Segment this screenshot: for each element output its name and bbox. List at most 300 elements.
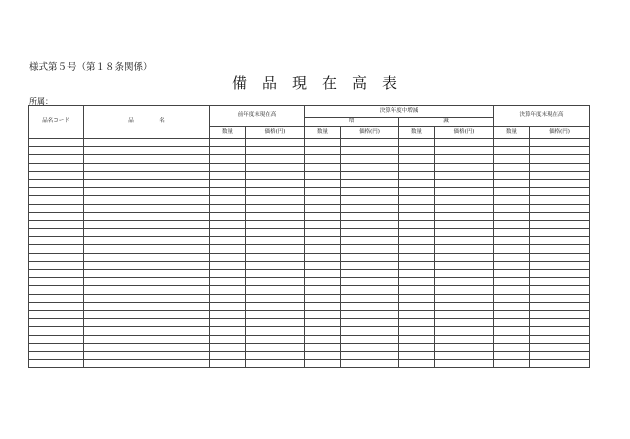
table-cell[interactable] <box>210 253 246 261</box>
table-cell[interactable] <box>246 253 305 261</box>
table-cell[interactable] <box>29 139 84 147</box>
table-cell[interactable] <box>210 196 246 204</box>
table-row <box>29 139 590 147</box>
table-row <box>29 351 590 359</box>
table-cell[interactable] <box>341 229 399 237</box>
table-cell[interactable] <box>435 310 494 318</box>
table-cell[interactable] <box>399 335 435 343</box>
table-cell[interactable] <box>399 351 435 359</box>
table-cell[interactable] <box>435 147 494 155</box>
header-current-year-end: 決算年度末現在高 <box>494 106 590 127</box>
table-cell[interactable] <box>84 179 210 187</box>
table-cell[interactable] <box>305 294 341 302</box>
table-cell[interactable] <box>210 188 246 196</box>
header-quantity: 数量 <box>305 127 341 139</box>
table-cell[interactable] <box>341 204 399 212</box>
table-cell[interactable] <box>530 155 590 163</box>
table-cell[interactable] <box>399 319 435 327</box>
table-cell[interactable] <box>305 204 341 212</box>
table-cell[interactable] <box>494 302 530 310</box>
table-cell[interactable] <box>435 261 494 269</box>
table-cell[interactable] <box>399 294 435 302</box>
table-cell[interactable] <box>84 163 210 171</box>
table-cell[interactable] <box>305 163 341 171</box>
department-label: 所属： <box>29 97 53 106</box>
table-cell[interactable] <box>341 294 399 302</box>
table-cell[interactable] <box>399 278 435 286</box>
table-cell[interactable] <box>494 179 530 187</box>
table-cell[interactable] <box>399 147 435 155</box>
table-cell[interactable] <box>246 327 305 335</box>
table-cell[interactable] <box>84 270 210 278</box>
table-cell[interactable] <box>435 335 494 343</box>
table-cell[interactable] <box>341 245 399 253</box>
table-cell[interactable] <box>494 351 530 359</box>
table-cell[interactable] <box>84 351 210 359</box>
table-cell[interactable] <box>530 139 590 147</box>
table-cell[interactable] <box>29 220 84 228</box>
table-cell[interactable] <box>210 343 246 351</box>
table-cell[interactable] <box>210 245 246 253</box>
table-cell[interactable] <box>494 335 530 343</box>
table-cell[interactable] <box>29 245 84 253</box>
table-cell[interactable] <box>399 302 435 310</box>
table-cell[interactable] <box>494 147 530 155</box>
table-row <box>29 163 590 171</box>
table-cell[interactable] <box>84 188 210 196</box>
table-cell[interactable] <box>246 212 305 220</box>
table-cell[interactable] <box>399 179 435 187</box>
table-cell[interactable] <box>530 294 590 302</box>
table-cell[interactable] <box>29 196 84 204</box>
form-number: 様式第５号（第１８条関係） <box>29 62 153 73</box>
table-cell[interactable] <box>399 253 435 261</box>
table-cell[interactable] <box>305 302 341 310</box>
table-cell[interactable] <box>399 204 435 212</box>
table-cell[interactable] <box>399 155 435 163</box>
table-cell[interactable] <box>530 261 590 269</box>
table-cell[interactable] <box>210 261 246 269</box>
table-cell[interactable] <box>305 327 341 335</box>
table-cell[interactable] <box>530 360 590 368</box>
table-cell[interactable] <box>210 179 246 187</box>
table-cell[interactable] <box>210 163 246 171</box>
table-cell[interactable] <box>246 278 305 286</box>
table-cell[interactable] <box>29 270 84 278</box>
table-cell[interactable] <box>435 212 494 220</box>
table-cell[interactable] <box>305 319 341 327</box>
table-cell[interactable] <box>341 270 399 278</box>
table-cell[interactable] <box>494 212 530 220</box>
table-cell[interactable] <box>399 171 435 179</box>
table-cell[interactable] <box>341 139 399 147</box>
table-cell[interactable] <box>305 229 341 237</box>
table-cell[interactable] <box>305 155 341 163</box>
table-cell[interactable] <box>305 270 341 278</box>
table-cell[interactable] <box>530 229 590 237</box>
table-cell[interactable] <box>341 179 399 187</box>
table-cell[interactable] <box>399 220 435 228</box>
table-cell[interactable] <box>399 286 435 294</box>
table-cell[interactable] <box>341 196 399 204</box>
table-cell[interactable] <box>530 319 590 327</box>
table-cell[interactable] <box>305 286 341 294</box>
table-cell[interactable] <box>530 237 590 245</box>
table-cell[interactable] <box>246 204 305 212</box>
table-cell[interactable] <box>305 310 341 318</box>
table-cell[interactable] <box>494 278 530 286</box>
table-cell[interactable] <box>246 335 305 343</box>
table-cell[interactable] <box>530 270 590 278</box>
table-cell[interactable] <box>530 351 590 359</box>
table-cell[interactable] <box>305 351 341 359</box>
table-cell[interactable] <box>530 204 590 212</box>
header-change-during-year: 決算年度中増減 <box>305 106 494 118</box>
table-cell[interactable] <box>494 360 530 368</box>
table-cell[interactable] <box>84 171 210 179</box>
table-cell[interactable] <box>29 253 84 261</box>
table-cell[interactable] <box>84 253 210 261</box>
table-cell[interactable] <box>341 343 399 351</box>
table-cell[interactable] <box>246 196 305 204</box>
table-row <box>29 310 590 318</box>
table-cell[interactable] <box>530 310 590 318</box>
table-cell[interactable] <box>29 319 84 327</box>
table-cell[interactable] <box>341 327 399 335</box>
table-cell[interactable] <box>435 286 494 294</box>
table-cell[interactable] <box>435 188 494 196</box>
table-cell[interactable] <box>246 179 305 187</box>
table-cell[interactable] <box>210 335 246 343</box>
table-cell[interactable] <box>29 204 84 212</box>
table-cell[interactable] <box>246 343 305 351</box>
table-cell[interactable] <box>399 245 435 253</box>
table-cell[interactable] <box>29 278 84 286</box>
table-cell[interactable] <box>84 335 210 343</box>
table-cell[interactable] <box>399 261 435 269</box>
table-cell[interactable] <box>305 253 341 261</box>
table-cell[interactable] <box>84 229 210 237</box>
table-cell[interactable] <box>84 204 210 212</box>
table-cell[interactable] <box>435 229 494 237</box>
table-cell[interactable] <box>29 188 84 196</box>
table-row <box>29 286 590 294</box>
table-cell[interactable] <box>210 237 246 245</box>
table-cell[interactable] <box>29 147 84 155</box>
table-cell[interactable] <box>246 294 305 302</box>
table-cell[interactable] <box>29 163 84 171</box>
table-cell[interactable] <box>84 310 210 318</box>
table-cell[interactable] <box>494 196 530 204</box>
table-cell[interactable] <box>29 237 84 245</box>
table-cell[interactable] <box>29 229 84 237</box>
table-cell[interactable] <box>29 351 84 359</box>
table-cell[interactable] <box>210 171 246 179</box>
table-cell[interactable] <box>246 261 305 269</box>
table-cell[interactable] <box>210 360 246 368</box>
table-cell[interactable] <box>494 319 530 327</box>
table-cell[interactable] <box>84 302 210 310</box>
table-cell[interactable] <box>494 294 530 302</box>
table-cell[interactable] <box>84 319 210 327</box>
table-cell[interactable] <box>530 179 590 187</box>
table-cell[interactable] <box>435 360 494 368</box>
table-cell[interactable] <box>305 196 341 204</box>
table-cell[interactable] <box>341 319 399 327</box>
table-row <box>29 212 590 220</box>
table-cell[interactable] <box>29 286 84 294</box>
table-cell[interactable] <box>246 229 305 237</box>
table-cell[interactable] <box>435 270 494 278</box>
table-cell[interactable] <box>84 220 210 228</box>
table-cell[interactable] <box>530 245 590 253</box>
table-cell[interactable] <box>435 327 494 335</box>
table-cell[interactable] <box>305 261 341 269</box>
table-cell[interactable] <box>210 220 246 228</box>
table-cell[interactable] <box>84 278 210 286</box>
table-cell[interactable] <box>341 147 399 155</box>
table-cell[interactable] <box>435 343 494 351</box>
table-cell[interactable] <box>246 171 305 179</box>
table-cell[interactable] <box>435 253 494 261</box>
table-cell[interactable] <box>399 327 435 335</box>
table-cell[interactable] <box>399 270 435 278</box>
table-cell[interactable] <box>246 139 305 147</box>
table-cell[interactable] <box>84 360 210 368</box>
table-cell[interactable] <box>435 139 494 147</box>
table-cell[interactable] <box>494 327 530 335</box>
table-cell[interactable] <box>29 343 84 351</box>
table-cell[interactable] <box>210 139 246 147</box>
table-cell[interactable] <box>494 188 530 196</box>
table-cell[interactable] <box>29 294 84 302</box>
table-cell[interactable] <box>399 212 435 220</box>
table-cell[interactable] <box>435 171 494 179</box>
table-cell[interactable] <box>29 335 84 343</box>
table-cell[interactable] <box>210 302 246 310</box>
table-cell[interactable] <box>246 237 305 245</box>
table-cell[interactable] <box>494 237 530 245</box>
table-cell[interactable] <box>341 237 399 245</box>
table-cell[interactable] <box>399 237 435 245</box>
table-row <box>29 278 590 286</box>
table-cell[interactable] <box>246 302 305 310</box>
table-cell[interactable] <box>494 253 530 261</box>
table-cell[interactable] <box>399 360 435 368</box>
table-cell[interactable] <box>435 278 494 286</box>
table-cell[interactable] <box>341 163 399 171</box>
table-cell[interactable] <box>246 188 305 196</box>
table-cell[interactable] <box>530 343 590 351</box>
table-cell[interactable] <box>494 229 530 237</box>
table-cell[interactable] <box>341 278 399 286</box>
table-cell[interactable] <box>305 139 341 147</box>
table-cell[interactable] <box>305 147 341 155</box>
table-cell[interactable] <box>305 335 341 343</box>
table-cell[interactable] <box>341 351 399 359</box>
table-cell[interactable] <box>29 327 84 335</box>
table-cell[interactable] <box>341 310 399 318</box>
table-cell[interactable] <box>341 253 399 261</box>
table-cell[interactable] <box>435 319 494 327</box>
table-cell[interactable] <box>435 163 494 171</box>
table-cell[interactable] <box>84 212 210 220</box>
table-cell[interactable] <box>246 310 305 318</box>
table-cell[interactable] <box>435 204 494 212</box>
table-cell[interactable] <box>530 253 590 261</box>
table-cell[interactable] <box>530 171 590 179</box>
table-cell[interactable] <box>494 343 530 351</box>
table-cell[interactable] <box>246 163 305 171</box>
header-item-code: 品名コード <box>29 106 84 139</box>
table-cell[interactable] <box>84 237 210 245</box>
header-item-name: 品 名 <box>84 106 210 139</box>
table-cell[interactable] <box>84 343 210 351</box>
table-cell[interactable] <box>29 212 84 220</box>
table-cell[interactable] <box>341 212 399 220</box>
table-cell[interactable] <box>494 163 530 171</box>
table-cell[interactable] <box>84 327 210 335</box>
table-cell[interactable] <box>399 139 435 147</box>
table-row <box>29 147 590 155</box>
table-cell[interactable] <box>530 196 590 204</box>
table-cell[interactable] <box>210 327 246 335</box>
table-cell[interactable] <box>210 270 246 278</box>
table-cell[interactable] <box>210 351 246 359</box>
table-cell[interactable] <box>494 220 530 228</box>
table-cell[interactable] <box>246 155 305 163</box>
table-cell[interactable] <box>210 310 246 318</box>
table-cell[interactable] <box>399 343 435 351</box>
table-cell[interactable] <box>84 139 210 147</box>
table-cell[interactable] <box>84 245 210 253</box>
table-cell[interactable] <box>494 310 530 318</box>
table-cell[interactable] <box>494 245 530 253</box>
table-cell[interactable] <box>494 204 530 212</box>
table-cell[interactable] <box>530 278 590 286</box>
table-cell[interactable] <box>305 245 341 253</box>
table-cell[interactable] <box>494 261 530 269</box>
table-cell[interactable] <box>494 139 530 147</box>
table-cell[interactable] <box>246 245 305 253</box>
table-cell[interactable] <box>494 171 530 179</box>
table-cell[interactable] <box>530 212 590 220</box>
table-cell[interactable] <box>530 286 590 294</box>
table-row <box>29 155 590 163</box>
table-cell[interactable] <box>305 179 341 187</box>
table-cell[interactable] <box>494 286 530 294</box>
table-row <box>29 335 590 343</box>
table-cell[interactable] <box>29 302 84 310</box>
table-cell[interactable] <box>84 261 210 269</box>
table-cell[interactable] <box>305 278 341 286</box>
table-cell[interactable] <box>210 319 246 327</box>
table-cell[interactable] <box>435 155 494 163</box>
table-cell[interactable] <box>84 196 210 204</box>
table-cell[interactable] <box>530 302 590 310</box>
table-cell[interactable] <box>84 286 210 294</box>
table-cell[interactable] <box>210 294 246 302</box>
table-cell[interactable] <box>435 245 494 253</box>
table-cell[interactable] <box>84 294 210 302</box>
table-cell[interactable] <box>29 310 84 318</box>
table-cell[interactable] <box>341 171 399 179</box>
table-cell[interactable] <box>210 204 246 212</box>
table-cell[interactable] <box>305 237 341 245</box>
table-cell[interactable] <box>530 147 590 155</box>
table-cell[interactable] <box>399 188 435 196</box>
table-cell[interactable] <box>494 155 530 163</box>
table-cell[interactable] <box>341 302 399 310</box>
table-cell[interactable] <box>494 270 530 278</box>
table-cell[interactable] <box>399 163 435 171</box>
table-cell[interactable] <box>341 286 399 294</box>
table-cell[interactable] <box>341 261 399 269</box>
table-cell[interactable] <box>435 196 494 204</box>
table-cell[interactable] <box>29 360 84 368</box>
table-cell[interactable] <box>246 147 305 155</box>
table-cell[interactable] <box>210 278 246 286</box>
table-cell[interactable] <box>341 335 399 343</box>
table-cell[interactable] <box>210 155 246 163</box>
table-row <box>29 343 590 351</box>
table-cell[interactable] <box>530 220 590 228</box>
table-cell[interactable] <box>530 327 590 335</box>
table-cell[interactable] <box>435 302 494 310</box>
table-cell[interactable] <box>246 360 305 368</box>
table-cell[interactable] <box>305 220 341 228</box>
table-cell[interactable] <box>305 212 341 220</box>
table-cell[interactable] <box>29 261 84 269</box>
table-cell[interactable] <box>210 212 246 220</box>
table-cell[interactable] <box>435 351 494 359</box>
table-cell[interactable] <box>399 310 435 318</box>
table-cell[interactable] <box>305 188 341 196</box>
table-cell[interactable] <box>341 360 399 368</box>
table-cell[interactable] <box>341 188 399 196</box>
table-cell[interactable] <box>84 155 210 163</box>
header-price: 価格(円) <box>435 127 494 139</box>
table-cell[interactable] <box>246 286 305 294</box>
table-cell[interactable] <box>399 229 435 237</box>
table-cell[interactable] <box>341 220 399 228</box>
table-cell[interactable] <box>305 171 341 179</box>
table-cell[interactable] <box>29 179 84 187</box>
table-cell[interactable] <box>246 351 305 359</box>
table-cell[interactable] <box>305 360 341 368</box>
table-cell[interactable] <box>246 319 305 327</box>
table-cell[interactable] <box>246 270 305 278</box>
table-cell[interactable] <box>530 163 590 171</box>
table-row <box>29 229 590 237</box>
table-cell[interactable] <box>530 188 590 196</box>
table-cell[interactable] <box>29 171 84 179</box>
table-cell[interactable] <box>210 229 246 237</box>
table-cell[interactable] <box>84 147 210 155</box>
table-cell[interactable] <box>435 179 494 187</box>
table-cell[interactable] <box>435 294 494 302</box>
table-cell[interactable] <box>530 335 590 343</box>
table-cell[interactable] <box>341 155 399 163</box>
table-cell[interactable] <box>399 196 435 204</box>
table-cell[interactable] <box>305 343 341 351</box>
table-cell[interactable] <box>210 147 246 155</box>
table-cell[interactable] <box>435 237 494 245</box>
table-cell[interactable] <box>435 220 494 228</box>
table-cell[interactable] <box>29 155 84 163</box>
table-cell[interactable] <box>246 220 305 228</box>
table-cell[interactable] <box>210 286 246 294</box>
